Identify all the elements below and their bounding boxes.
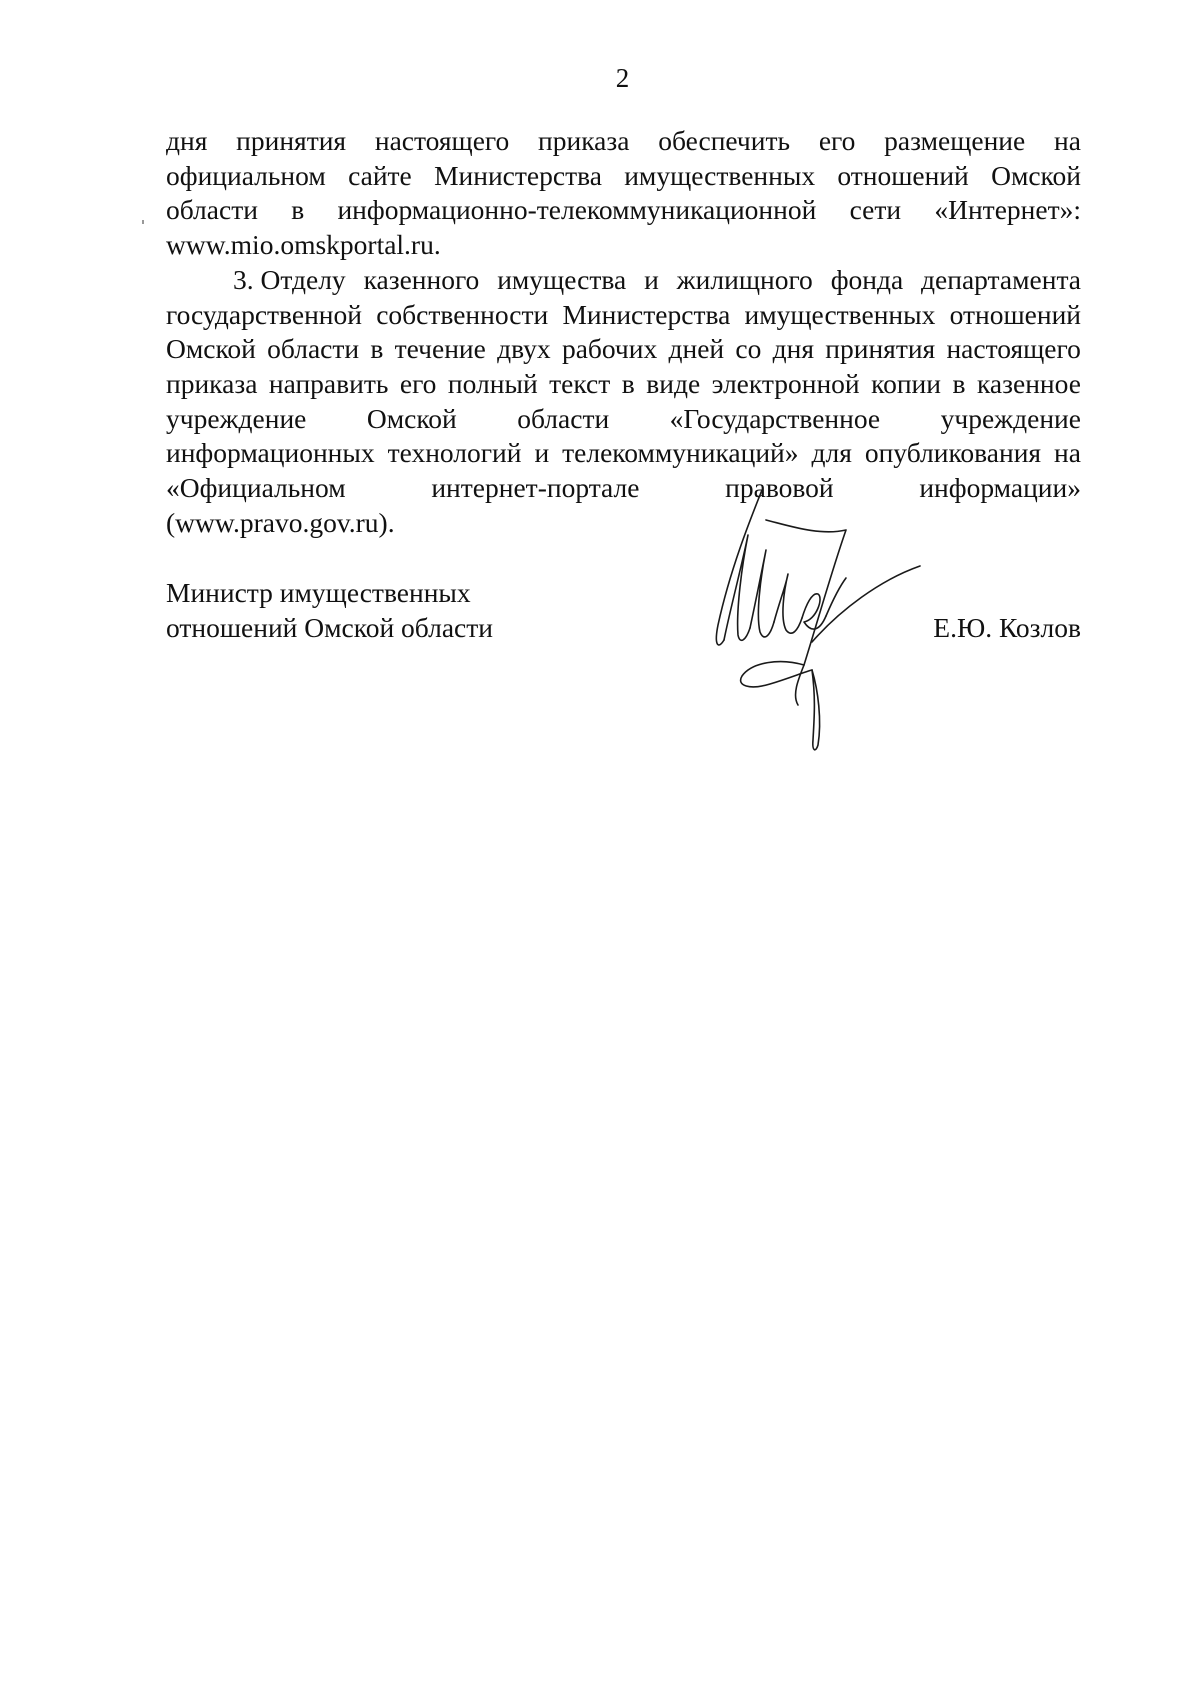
word: департамента	[921, 263, 1081, 295]
word: электронной	[711, 367, 860, 399]
word: дня	[166, 125, 208, 156]
word: его	[399, 367, 437, 399]
word: двух	[497, 333, 551, 365]
word: области	[517, 402, 610, 434]
signer-title-line2: отношений Омской области	[166, 611, 493, 643]
word: отношений	[949, 298, 1081, 330]
word: Омской	[166, 333, 256, 365]
word: дня	[772, 333, 814, 365]
word: области	[267, 333, 360, 365]
word: учреждение	[166, 402, 307, 434]
word: казенное	[976, 367, 1081, 399]
paragraph1-line2	[166, 159, 1081, 194]
word: в	[952, 367, 966, 399]
word: «Государственное	[669, 402, 881, 434]
word: сайте	[348, 159, 412, 191]
document-body	[166, 124, 1081, 540]
word: информации»	[919, 472, 1081, 504]
paragraph2-line4	[166, 367, 1081, 402]
word: и	[644, 263, 659, 295]
word: приказа	[166, 367, 258, 399]
word: «Официальном	[166, 472, 346, 504]
word: информационных	[166, 437, 375, 469]
word: области	[166, 194, 258, 226]
signature-block	[166, 576, 1081, 645]
word: в	[370, 333, 384, 365]
paragraph1-line3	[166, 193, 1081, 228]
word: опубликования	[864, 437, 1042, 469]
signer-name: Е.Ю. Козлов	[933, 611, 1081, 643]
word: 3. Отделу	[233, 263, 346, 295]
word: казенного	[363, 263, 480, 295]
word: фонда	[830, 263, 904, 295]
paragraph2-line2	[166, 298, 1081, 333]
word: имущества	[497, 263, 627, 295]
word: имущественных	[624, 159, 816, 191]
paragraph1-line4: www.mio.omskportal.ru.	[166, 229, 441, 261]
word: и	[534, 437, 550, 469]
paragraph2-line8: (www.pravo.gov.ru).	[166, 506, 395, 538]
word: для	[811, 437, 852, 469]
word: Министерства	[434, 159, 602, 191]
word: жилищного	[676, 263, 813, 295]
word: сети	[849, 194, 902, 226]
word: настоящего	[374, 125, 510, 156]
word: копии	[871, 367, 941, 399]
word: телекоммуникаций»	[562, 437, 799, 469]
word: размещение	[884, 125, 1026, 156]
word: рабочих	[561, 333, 658, 365]
word: информационно-телекоммуникационной	[337, 194, 817, 226]
word: дней	[668, 333, 725, 365]
paragraph2-line1	[166, 263, 1081, 298]
word: его	[818, 125, 856, 156]
word: учреждение	[940, 402, 1081, 434]
page-number: 2	[615, 63, 630, 93]
word: имущественных	[744, 298, 936, 330]
word: Министерства	[562, 298, 731, 330]
paragraph2-line5	[166, 402, 1081, 437]
word: принятия	[236, 125, 347, 156]
word: принятия	[825, 333, 936, 365]
word: собственности	[376, 298, 549, 330]
word: виде	[646, 367, 701, 399]
word: течение	[394, 333, 486, 365]
paragraph2-line7	[166, 471, 1081, 506]
word: в	[291, 194, 305, 226]
word: правовой	[725, 472, 834, 504]
paragraph2-line3	[166, 332, 1081, 367]
word: государственной	[166, 298, 362, 330]
word: направить	[268, 367, 389, 399]
word: настоящего	[946, 333, 1081, 365]
word: приказа	[538, 125, 630, 156]
word: Омской	[366, 402, 457, 434]
word: текст	[549, 367, 611, 399]
paragraph2-line6	[166, 436, 1081, 471]
word: отношений	[837, 159, 969, 191]
word: в	[621, 367, 635, 399]
word: технологий	[387, 437, 522, 469]
word: со	[735, 333, 762, 365]
scan-speck	[142, 220, 144, 224]
word: Омской	[991, 159, 1081, 191]
word: на	[1054, 437, 1081, 469]
word: на	[1054, 125, 1081, 156]
word: обеспечить	[658, 125, 791, 156]
word: официальном	[166, 159, 326, 191]
word: полный	[447, 367, 538, 399]
signer-title-line1: Министр имущественных	[166, 577, 471, 608]
word: интернет-портале	[431, 472, 640, 504]
paragraph1-line1	[166, 124, 1081, 159]
word: «Интернет»:	[934, 194, 1081, 226]
